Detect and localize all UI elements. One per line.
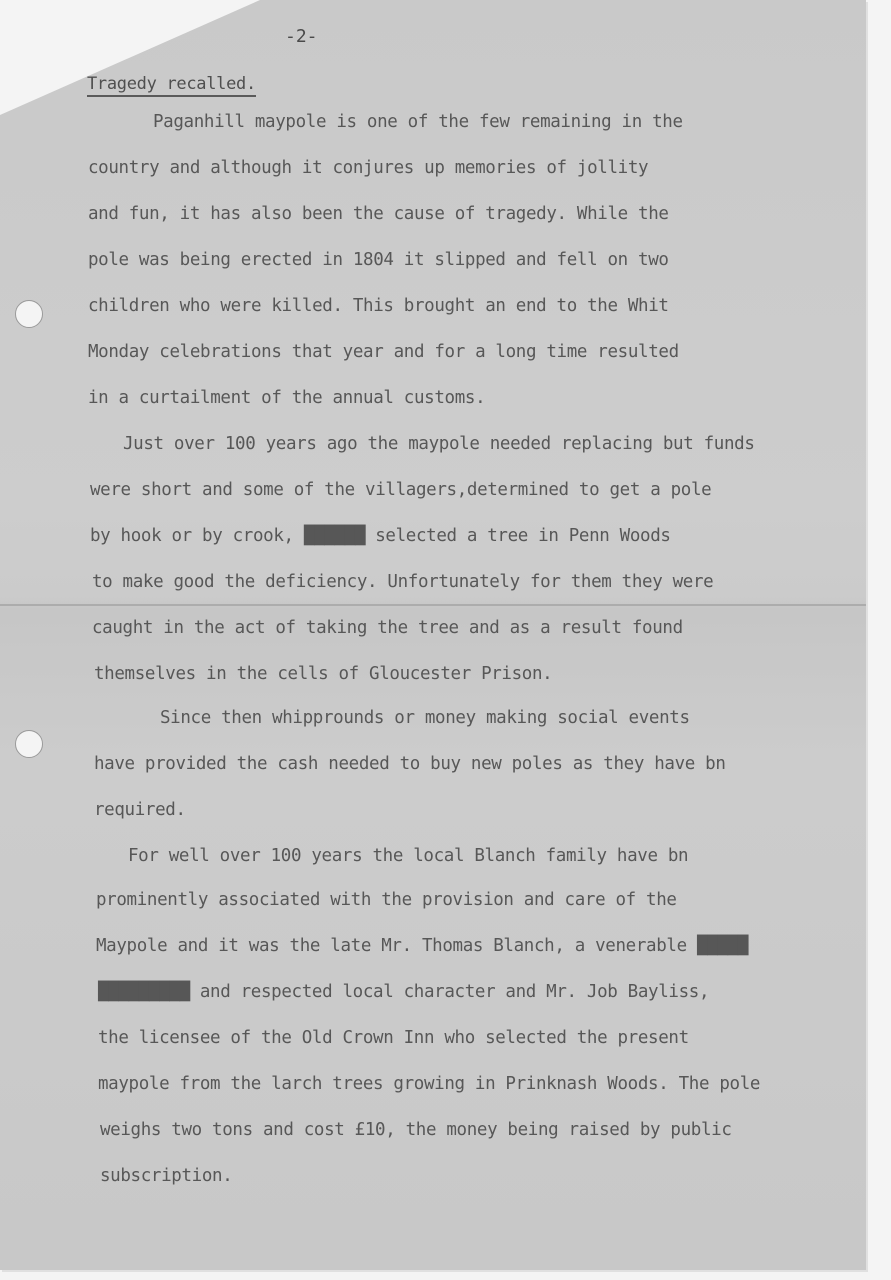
text-line: Monday celebrations that year and for a long time resulted — [88, 342, 679, 362]
text-line: caught in the act of taking the tree and as a result found — [92, 618, 683, 638]
text-line: For well over 100 years the local Blanch family have bn — [128, 846, 689, 866]
punch-hole-icon — [15, 730, 43, 758]
punch-hole-icon — [15, 300, 43, 328]
page-number: -2- — [285, 26, 318, 47]
text-line: maypole from the larch trees growing in Prinknash Woods. The pole — [98, 1074, 761, 1094]
text-line: required. — [94, 800, 186, 820]
text-line: Paganhill maypole is one of the few remaining in the — [153, 112, 683, 132]
text-line: pole was being erected in 1804 it slipped and fell on two — [88, 250, 669, 270]
text-line: Just over 100 years ago the maypole needed replacing but funds — [123, 434, 755, 454]
text-line: have provided the cash needed to buy new poles as they have bn — [94, 754, 726, 774]
text-line: prominently associated with the provision and care of the — [96, 890, 677, 910]
text-line: the licensee of the Old Crown Inn who selected the present — [98, 1028, 689, 1048]
text-line: weighs two tons and cost £10, the money being raised by public — [100, 1120, 732, 1140]
text-line: in a curtailment of the annual customs. — [88, 388, 486, 408]
text-line: by hook or by crook, ██████ selected a tree in Penn Woods — [90, 526, 671, 546]
text-line: subscription. — [100, 1166, 233, 1186]
text-line: were short and some of the villagers,determined to get a pole — [90, 480, 712, 500]
text-line: Maypole and it was the late Mr. Thomas Blanch, a venerable █████ — [96, 936, 748, 956]
text-line: to make good the deficiency. Unfortunately for them they were — [92, 572, 714, 592]
fold-crease — [0, 604, 866, 606]
text-line: Since then whipprounds or money making social events — [160, 708, 690, 728]
text-line: █████████ and respected local character and Mr. Job Bayliss, — [98, 982, 710, 1002]
text-line: country and although it conjures up memories of jollity — [88, 158, 649, 178]
text-line: and fun, it has also been the cause of tragedy. While the — [88, 204, 669, 224]
text-line: themselves in the cells of Gloucester Prison. — [94, 664, 553, 684]
folded-corner — [0, 0, 260, 115]
text-line: children who were killed. This brought an end to the Whit — [88, 296, 669, 316]
section-heading: Tragedy recalled. — [87, 74, 256, 97]
